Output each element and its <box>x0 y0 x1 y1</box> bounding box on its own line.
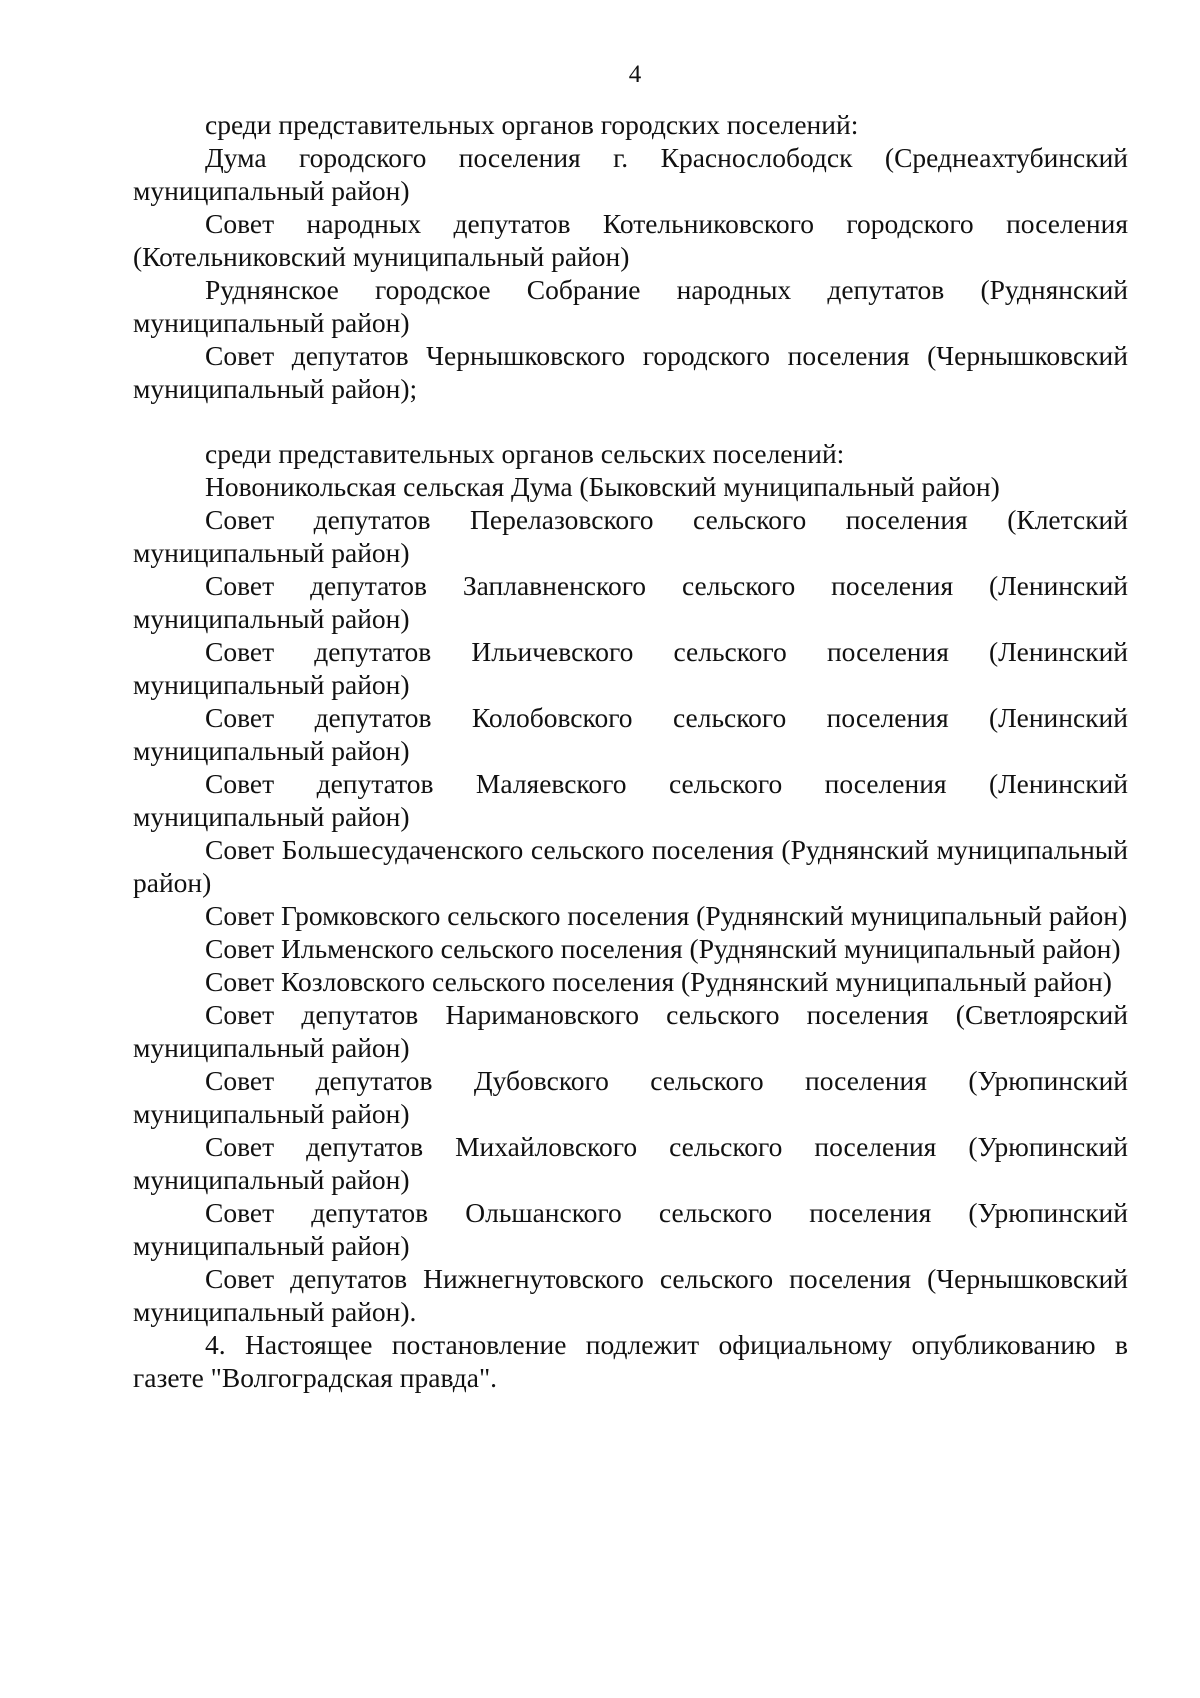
rural-heading: среди представительных органов сельских поселений: <box>205 438 845 469</box>
section-spacer <box>133 405 1128 437</box>
list-item: Руднянское городское Собрание народных депутатов (Руднянский муниципальный район) <box>133 274 1128 338</box>
list-item: Новоникольская сельская Дума (Быковский муниципальный район) <box>205 471 1000 502</box>
list-item: Совет депутатов Наримановского сельского поселения (Светлоярский муниципальный район) <box>133 999 1128 1063</box>
list-item: Совет депутатов Маляевского сельского поселения (Ленинский муниципальный район) <box>133 768 1128 832</box>
list-item: Совет депутатов Ильичевского сельского поселения (Ленинский муниципальный район) <box>133 636 1128 700</box>
list-item: Совет депутатов Дубовского сельского поселения (Урюпинский муниципальный район) <box>133 1065 1128 1129</box>
urban-heading: среди представительных органов городских поселений: <box>205 109 859 140</box>
page-number: 4 <box>628 61 642 88</box>
clause-4: 4. Настоящее постановление подлежит официальному опубликованию в газете "Волгоградская правда". <box>133 1329 1128 1393</box>
list-item: Совет Козловского сельского поселения (Руднянский муниципальный район) <box>205 966 1112 997</box>
document-body <box>133 108 1128 1394</box>
list-item: Совет депутатов Заплавненского сельского поселения (Ленинский муниципальный район) <box>133 570 1128 634</box>
list-item: Совет депутатов Ольшанского сельского поселения (Урюпинский муниципальный район) <box>133 1197 1128 1261</box>
list-item: Совет депутатов Чернышковского городского поселения (Чернышковский муниципальный район); <box>133 340 1128 404</box>
list-item: Дума городского поселения г. Краснослободск (Среднеахтубинский муниципальный район) <box>133 142 1128 206</box>
list-item: Совет депутатов Нижнегнутовского сельского поселения (Чернышковский муниципальный район). <box>133 1263 1128 1327</box>
list-item: Совет депутатов Колобовского сельского поселения (Ленинский муниципальный район) <box>133 702 1128 766</box>
list-item: Совет Большесудаченского сельского поселения (Руднянский муниципальный район) <box>133 834 1128 898</box>
list-item: Совет Громковского сельского поселения (Руднянский муниципальный район) <box>205 900 1128 931</box>
list-item: Совет депутатов Перелазовского сельского поселения (Клетский муниципальный район) <box>133 504 1128 568</box>
list-item: Совет народных депутатов Котельниковского городского поселения (Котельниковский муниципальный район) <box>133 208 1128 272</box>
list-item: Совет Ильменского сельского поселения (Руднянский муниципальный район) <box>205 933 1121 964</box>
list-item: Совет депутатов Михайловского сельского поселения (Урюпинский муниципальный район) <box>133 1131 1128 1195</box>
